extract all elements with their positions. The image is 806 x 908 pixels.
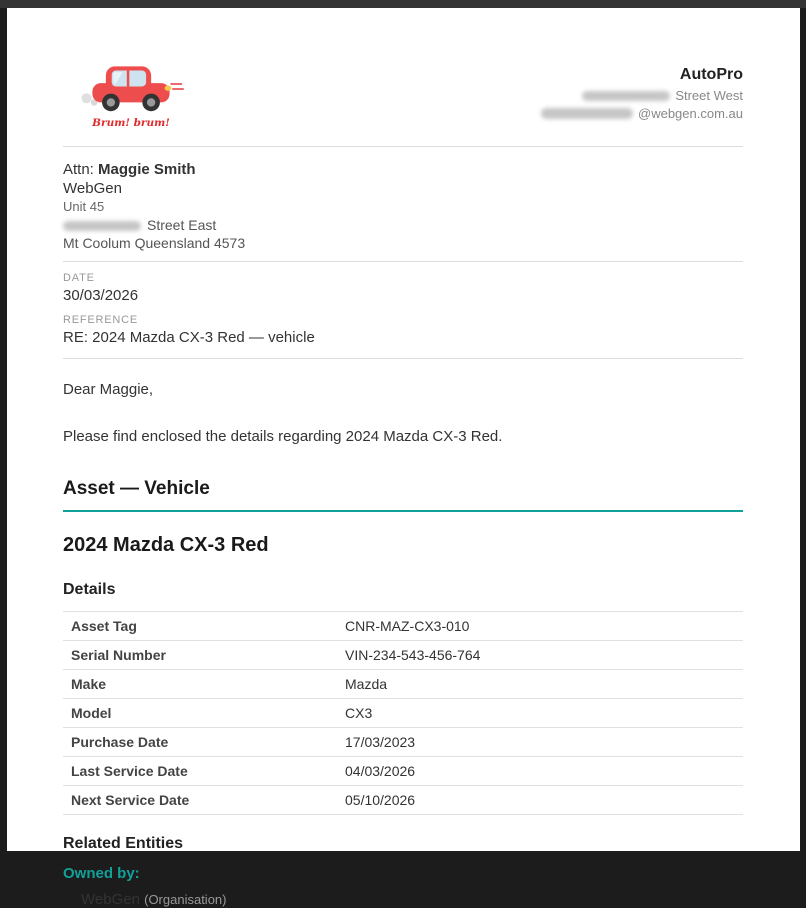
- row-label: Next Service Date: [71, 792, 190, 808]
- letter-body: Please find enclosed the details regarding 2024 Mazda CX-3 Red.: [63, 428, 503, 445]
- company-logo: [76, 60, 186, 129]
- row-value: Mazda: [345, 676, 388, 692]
- asset-title: 2024 Mazda CX-3 Red: [63, 534, 269, 556]
- redacted-text-blur: [63, 221, 141, 231]
- letter-greeting: Dear Maggie,: [63, 381, 154, 398]
- row-label: Make: [71, 676, 107, 692]
- row-value: 17/03/2023: [345, 734, 416, 750]
- recipient-city: Mt Coolum Queensland 4573: [63, 235, 246, 251]
- recipient-street-line: [63, 216, 743, 234]
- table-row: [63, 785, 743, 815]
- table-row: [63, 669, 743, 698]
- logo-caption: Brum! brum!: [92, 117, 170, 129]
- row-value: 05/10/2026: [345, 792, 416, 808]
- row-label: Purchase Date: [71, 734, 169, 750]
- row-value: CX3: [345, 705, 373, 721]
- attn-line: [63, 160, 743, 179]
- table-row: [63, 611, 743, 640]
- attn-prefix: Attn:: [63, 161, 99, 178]
- owner-name: WebGen: [81, 891, 140, 908]
- sender-block: [541, 60, 743, 123]
- document-page: [7, 8, 800, 908]
- recipient-block: [63, 160, 743, 252]
- window-frame-top: [0, 0, 806, 8]
- row-value: CNR-MAZ-CX3-010: [345, 618, 470, 634]
- sender-email-line: [541, 105, 743, 123]
- owner-type: (Organisation): [144, 892, 227, 907]
- date-value: 30/03/2026: [63, 287, 139, 304]
- row-label: Serial Number: [71, 647, 166, 663]
- reference-label: REFERENCE: [63, 314, 139, 326]
- meta-block: [63, 272, 743, 346]
- redacted-text-blur: [582, 91, 670, 101]
- table-row: [63, 698, 743, 727]
- sender-address-visible: Street West: [675, 88, 743, 103]
- owner-entity: [63, 891, 743, 908]
- row-value: VIN-234-543-456-764: [345, 647, 481, 663]
- section-title: Asset — Vehicle: [63, 478, 743, 512]
- row-label: Asset Tag: [71, 618, 137, 634]
- details-table: [63, 611, 743, 815]
- divider: [63, 358, 743, 359]
- recipient-company: WebGen: [63, 180, 122, 197]
- recipient-name: Maggie Smith: [98, 161, 196, 178]
- details-heading: Details: [63, 581, 116, 598]
- sender-company-name: AutoPro: [679, 66, 743, 83]
- table-row: [63, 727, 743, 756]
- recipient-unit: Unit 45: [63, 199, 105, 214]
- sender-email-visible: @webgen.com.au: [638, 106, 743, 121]
- recipient-street-visible: Street East: [147, 217, 217, 233]
- table-row: [63, 640, 743, 669]
- related-entities-heading: Related Entities: [63, 835, 184, 852]
- sender-address-line: [541, 87, 743, 105]
- row-label: Last Service Date: [71, 763, 188, 779]
- letterhead: [63, 60, 743, 132]
- divider: [63, 261, 743, 262]
- table-row: [63, 756, 743, 785]
- row-value: 04/03/2026: [345, 763, 416, 779]
- reference-value: RE: 2024 Mazda CX-3 Red — vehicle: [63, 329, 315, 346]
- redacted-text-blur: [541, 108, 633, 119]
- owned-by-label: Owned by:: [63, 865, 140, 882]
- date-label: DATE: [63, 272, 95, 284]
- row-label: Model: [71, 705, 112, 721]
- divider: [63, 146, 743, 147]
